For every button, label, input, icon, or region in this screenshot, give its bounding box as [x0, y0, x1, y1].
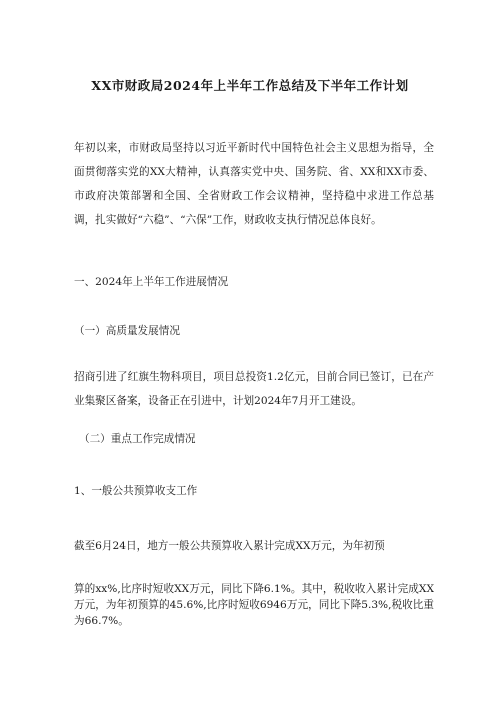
subsection-heading-key-work: （二）重点工作完成情况	[79, 433, 196, 445]
subsection-heading-development: （一）高质量发展情况	[74, 325, 180, 337]
budget-paragraph-line-1: 截至6月24日，地方一般公共预算收入累计完成XX万元，为年初预	[74, 540, 385, 552]
intro-paragraph: 年初以来，市财政局坚持以习近平新时代中国特色社会主义思想为指导，全面贯彻落实党的XX大精神，认真落实党中央、国务院、省、XX和XX市委、市政府决策部署和全国、全省财政工作会议精神，坚持稳中求进工作总基调，扎实做好“六稳”、“六保”工作，财政收支执行情况总体良好。	[74, 142, 434, 226]
item-heading-budget: 1、一般公共预算收支工作	[74, 485, 198, 497]
development-paragraph: 招商引进了红旗生物科项目，项目总投资1.2亿元，目前合同已签订，已在产业集聚区备案，设备正在引进中，计划2024年7月开工建设。	[74, 371, 434, 407]
document-title: XX市财政局2024年上半年工作总结及下半年工作计划	[91, 78, 409, 93]
section-heading-progress: 一、2024年上半年工作进展情况	[74, 276, 229, 288]
budget-paragraph-continued: 算的xx%,比序时短收XX万元，同比下降6.1%。其中，税收收入累计完成XX万元，为年初预算的45.6%,比序时短收6946万元，同比下降5.3%,税收比重为66.7%。	[74, 583, 434, 627]
